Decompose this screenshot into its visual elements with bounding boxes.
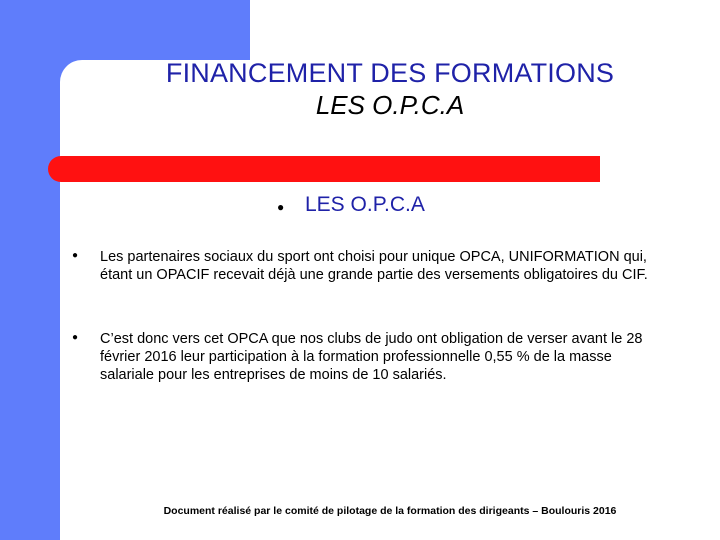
bullet-icon: ● [277, 200, 285, 214]
red-divider-bar [48, 156, 600, 182]
bullet-icon: ● [72, 332, 79, 343]
paragraph-obligation: C’est donc vers cet OPCA que nos clubs de judo ont obligation de verser avant le 28 février 2016 leur participation à la formation professionnelle 0,55 % de la masse salariale pour les entreprises de moins de 10 salariés. [100, 331, 643, 383]
slide-subtitle: LES O.P.C.A [315, 90, 465, 120]
slide-content-area [60, 60, 720, 540]
footer-note: Document réalisé par le comité de pilotage de la formation des dirigeants – Boulouris 2016 [163, 505, 617, 517]
section-heading: LES O.P.C.A [305, 193, 425, 216]
bullet-icon: ● [72, 250, 79, 261]
paragraph-partenaires: Les partenaires sociaux du sport ont choisi pour unique OPCA, UNIFORMATION qui, étant un OPACIF recevait déjà une grande partie des versements obligatoires du CIF. [100, 249, 648, 283]
slide-title: FINANCEMENT DES FORMATIONS [165, 58, 615, 88]
